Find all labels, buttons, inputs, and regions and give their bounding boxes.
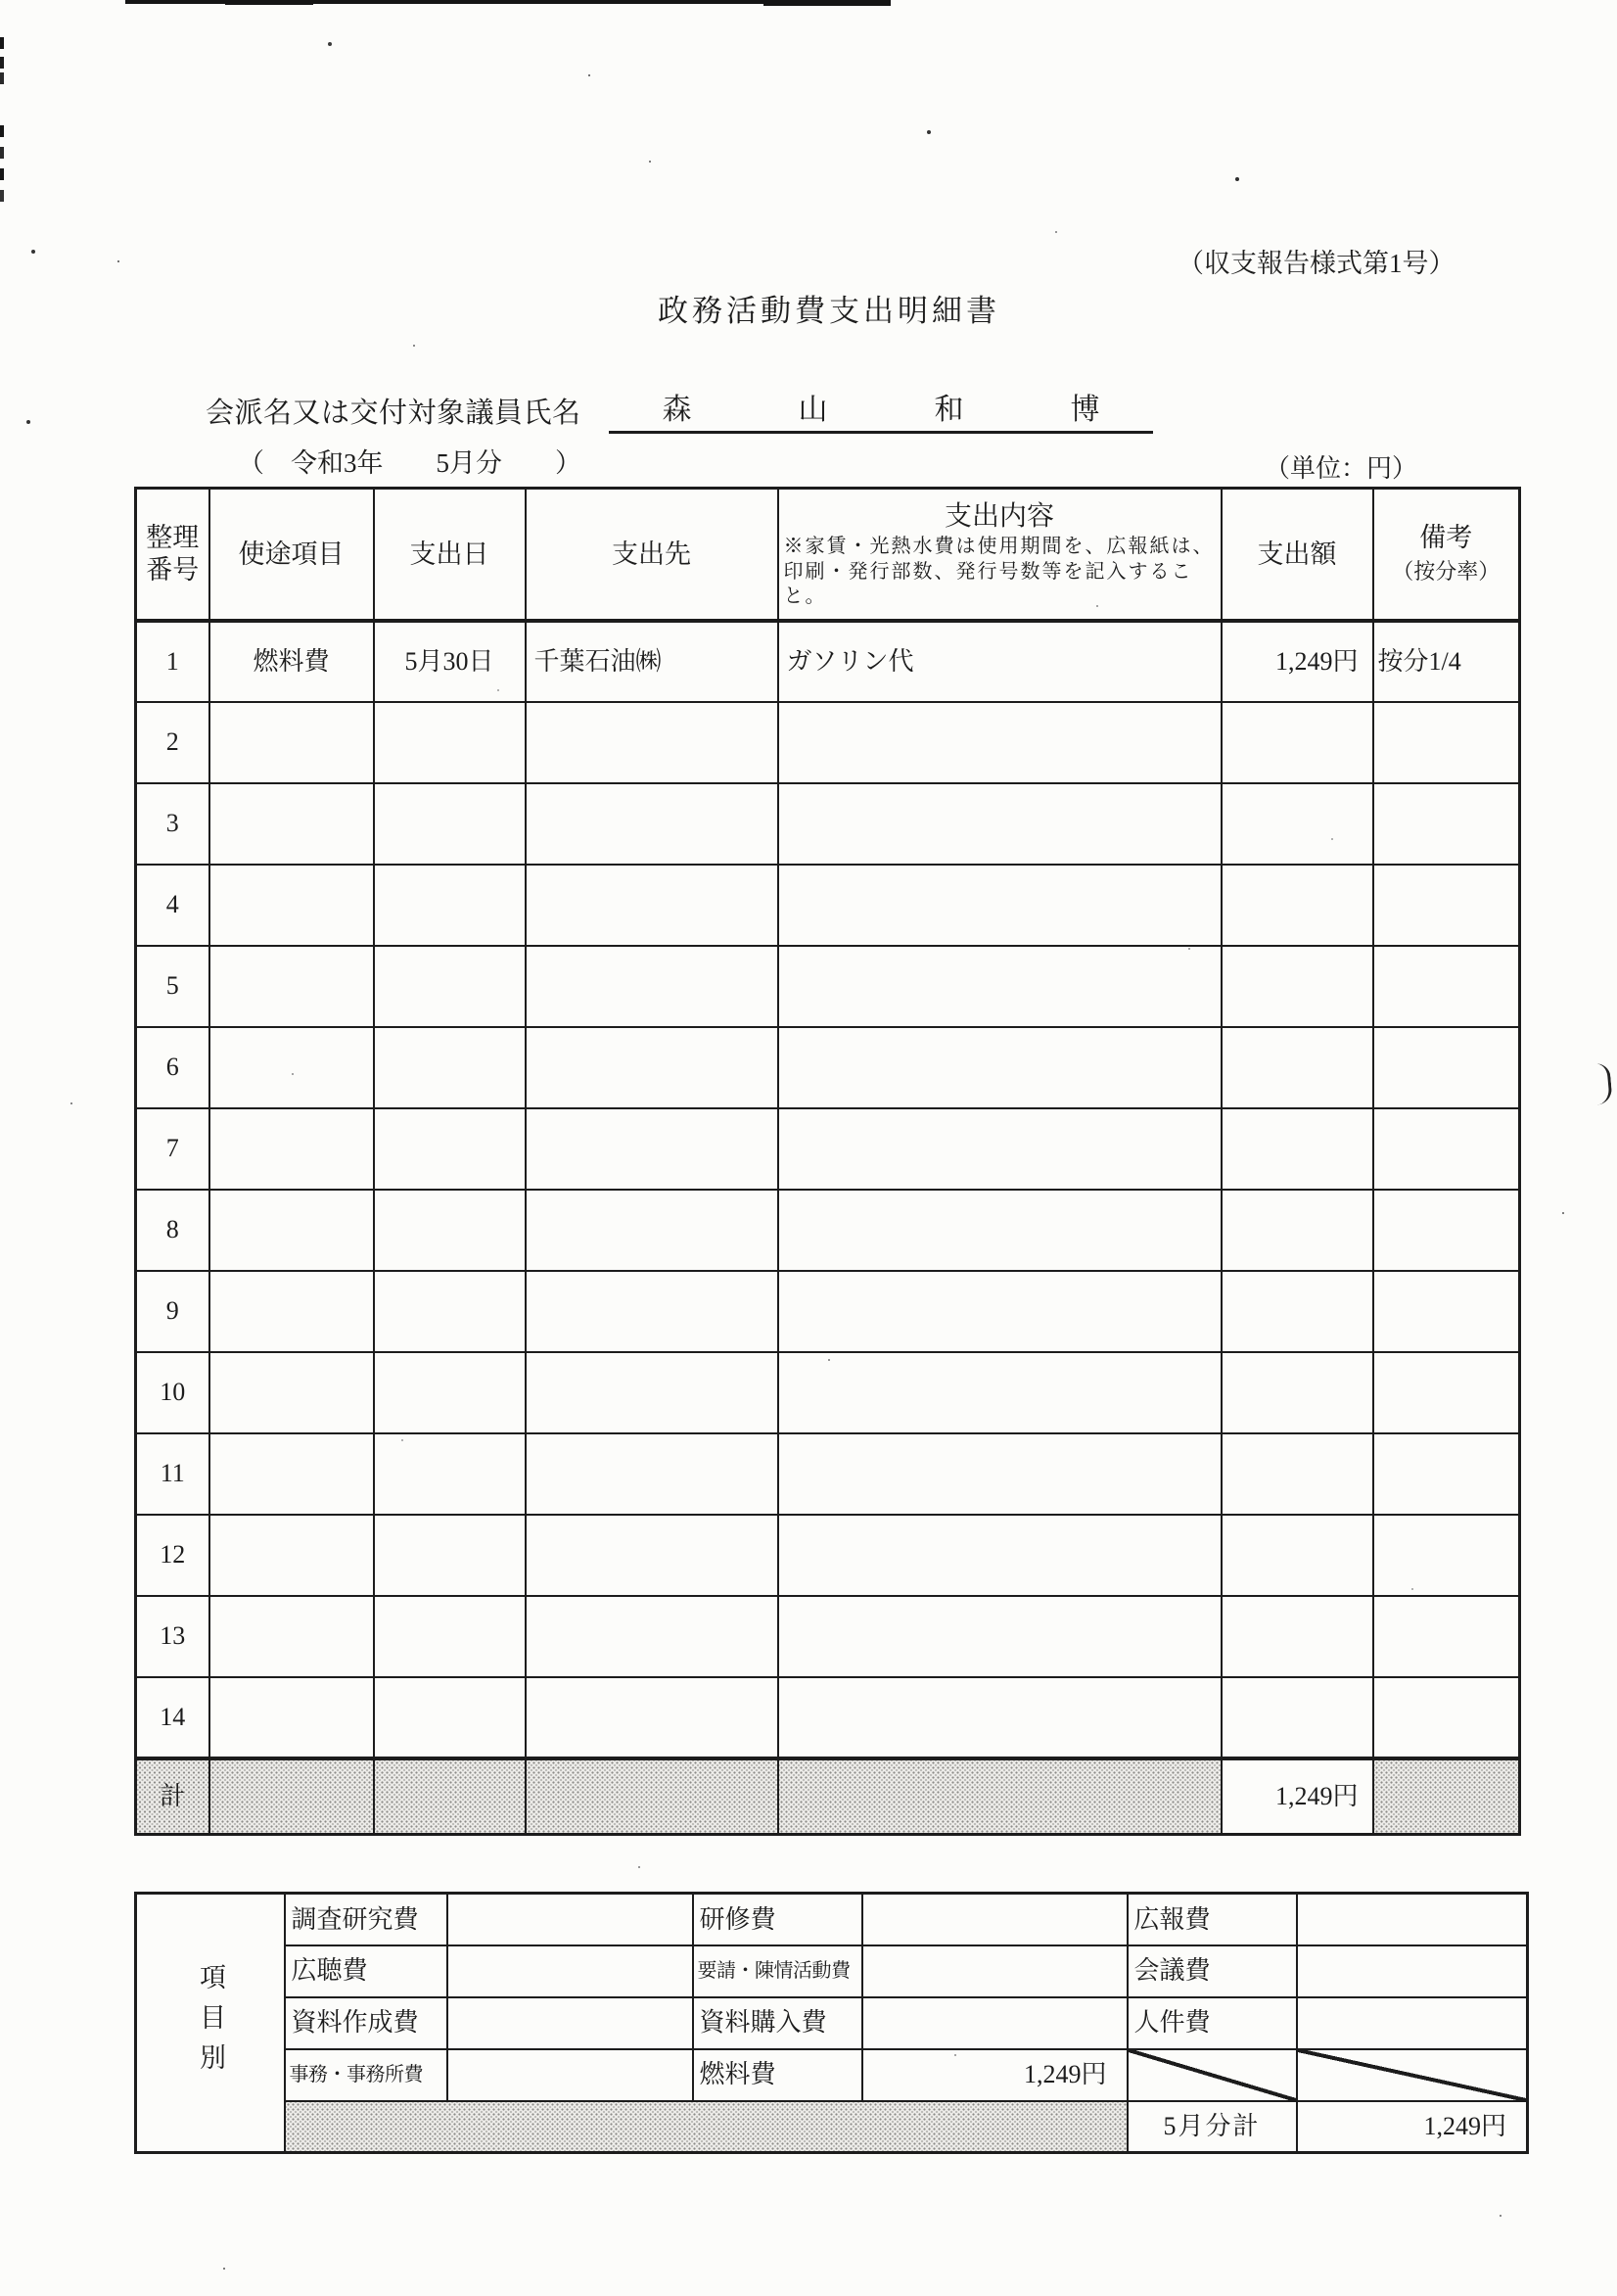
header-no-line2: 番号	[146, 554, 200, 585]
cell-no: 13	[136, 1596, 209, 1677]
cell-content	[778, 1515, 1222, 1596]
cell-payee	[526, 865, 778, 946]
total-amount: 1,249円	[1222, 1758, 1373, 1835]
cell-content	[778, 1596, 1222, 1677]
summary-category-value	[1297, 1945, 1528, 1997]
cell-remarks	[1373, 1515, 1520, 1596]
cell-amount	[1222, 946, 1373, 1027]
cell-content	[778, 865, 1222, 946]
scan-edge-artifact	[763, 0, 891, 6]
cell-payee	[526, 1677, 778, 1758]
cell-no: 9	[136, 1271, 209, 1352]
summary-category-value	[447, 1894, 693, 1945]
summary-category-label: 広報費	[1128, 1894, 1297, 1945]
cell-date	[374, 1515, 526, 1596]
cell-remarks	[1373, 1027, 1520, 1108]
cell-category	[209, 1352, 374, 1433]
cell-category: 燃料費	[209, 621, 374, 702]
total-shaded-cell	[526, 1758, 778, 1835]
expense-row	[136, 1677, 1520, 1758]
cell-no: 10	[136, 1352, 209, 1433]
cell-amount	[1222, 1027, 1373, 1108]
cell-amount	[1222, 1190, 1373, 1271]
summary-category-label: 会議費	[1128, 1945, 1297, 1997]
cell-no: 5	[136, 946, 209, 1027]
cell-category	[209, 783, 374, 865]
header-payee: 支出先	[526, 489, 778, 621]
unit-label: （単位：円）	[1265, 454, 1418, 483]
cell-category	[209, 1596, 374, 1677]
cell-remarks	[1373, 865, 1520, 946]
cell-payee	[526, 1108, 778, 1190]
expense-row	[136, 1108, 1520, 1190]
cell-no: 6	[136, 1027, 209, 1108]
cell-category	[209, 1677, 374, 1758]
cell-content	[778, 1271, 1222, 1352]
cell-no: 8	[136, 1190, 209, 1271]
total-shaded-cell	[209, 1758, 374, 1835]
cell-content	[778, 1027, 1222, 1108]
cell-date	[374, 865, 526, 946]
header-no	[136, 489, 209, 621]
summary-category-label: 事務・事務所費	[285, 2049, 447, 2101]
expense-table-header	[136, 489, 1520, 621]
summary-category-value	[1297, 1997, 1528, 2049]
cell-amount	[1222, 1515, 1373, 1596]
cell-category	[209, 946, 374, 1027]
expense-row	[136, 1271, 1520, 1352]
cell-content: ガソリン代	[778, 621, 1222, 702]
cell-content	[778, 1190, 1222, 1271]
header-content-title: 支出内容	[944, 500, 1054, 532]
summary-category-label: 研修費	[693, 1894, 862, 1945]
total-label: 計	[136, 1758, 209, 1835]
cell-category	[209, 1433, 374, 1515]
summary-category-label: 燃料費	[693, 2049, 862, 2101]
cell-remarks	[1373, 1433, 1520, 1515]
member-name-char: 山	[798, 394, 828, 426]
cell-amount: 1,249円	[1222, 621, 1373, 702]
header-content	[778, 489, 1222, 621]
total-shaded-cell	[778, 1758, 1222, 1835]
monthly-total-value: 1,249円	[1297, 2101, 1528, 2153]
cell-category	[209, 1515, 374, 1596]
cell-content	[778, 702, 1222, 783]
monthly-total-label: 5月分計	[1128, 2101, 1297, 2153]
cell-payee	[526, 783, 778, 865]
cell-no: 7	[136, 1108, 209, 1190]
page-title: 政務活動費支出明細書	[658, 294, 1000, 328]
cell-amount	[1222, 783, 1373, 865]
cell-no: 11	[136, 1433, 209, 1515]
scan-noise	[0, 0, 2, 2]
expense-row	[136, 1352, 1520, 1433]
expense-row	[136, 1027, 1520, 1108]
cell-content	[778, 1352, 1222, 1433]
expense-table	[134, 487, 1521, 1836]
header-remarks-line2: （按分率）	[1392, 558, 1501, 584]
cell-remarks: 按分1/4	[1373, 621, 1520, 702]
summary-category-value	[862, 1945, 1128, 1997]
summary-category-value	[862, 1997, 1128, 2049]
scan-scratch-mark	[1592, 1062, 1613, 1104]
expense-row	[136, 1515, 1520, 1596]
cell-amount	[1222, 1271, 1373, 1352]
cell-amount	[1222, 702, 1373, 783]
summary-category-label: 要請・陳情活動費	[693, 1945, 862, 1997]
cell-category	[209, 702, 374, 783]
scan-edge-artifact	[0, 37, 4, 49]
cell-no: 3	[136, 783, 209, 865]
cell-content	[778, 1433, 1222, 1515]
cell-no: 12	[136, 1515, 209, 1596]
cell-amount	[1222, 1596, 1373, 1677]
cell-payee	[526, 1271, 778, 1352]
cell-category	[209, 1271, 374, 1352]
cell-amount	[1222, 1433, 1373, 1515]
cell-content	[778, 946, 1222, 1027]
summary-row	[136, 1894, 1528, 1945]
cell-date	[374, 1027, 526, 1108]
summary-category-value	[447, 2049, 693, 2101]
expense-row	[136, 702, 1520, 783]
cell-no: 2	[136, 702, 209, 783]
summary-category-value	[447, 1997, 693, 2049]
cell-payee	[526, 1190, 778, 1271]
expense-rows	[136, 621, 1520, 1758]
cell-no: 1	[136, 621, 209, 702]
member-name-label: 会派名又は交付対象議員氏名	[206, 398, 581, 429]
cell-date	[374, 702, 526, 783]
cell-date	[374, 1108, 526, 1190]
expense-row	[136, 1190, 1520, 1271]
cell-remarks	[1373, 1352, 1520, 1433]
cell-date	[374, 1433, 526, 1515]
summary-category-value	[1297, 1894, 1528, 1945]
cell-remarks	[1373, 702, 1520, 783]
cell-payee	[526, 946, 778, 1027]
header-date: 支出日	[374, 489, 526, 621]
summary-total-shaded-cell	[285, 2101, 1128, 2153]
expense-row	[136, 865, 1520, 946]
cell-remarks	[1373, 946, 1520, 1027]
cell-remarks	[1373, 783, 1520, 865]
summary-category-label	[1128, 2049, 1297, 2101]
summary-row	[136, 1997, 1528, 2049]
cell-payee	[526, 1433, 778, 1515]
cell-no: 14	[136, 1677, 209, 1758]
cell-payee	[526, 1596, 778, 1677]
cell-category	[209, 1027, 374, 1108]
cell-payee	[526, 1027, 778, 1108]
cell-amount	[1222, 1677, 1373, 1758]
summary-category-value	[862, 1894, 1128, 1945]
cell-date	[374, 1352, 526, 1433]
header-amount: 支出額	[1222, 489, 1373, 621]
header-content-note: ※家賃・光熱水費は使用期間を、広報紙は、印刷・発行部数、発行号数等を記入すること。	[783, 536, 1215, 608]
member-name-char: 博	[1070, 394, 1100, 426]
cell-no: 4	[136, 865, 209, 946]
category-summary-table	[134, 1892, 1529, 2154]
cell-remarks	[1373, 1596, 1520, 1677]
total-shaded-cell	[1373, 1758, 1520, 1835]
cell-date: 5月30日	[374, 621, 526, 702]
header-remarks	[1373, 489, 1520, 621]
summary-category-value: 1,249円	[862, 2049, 1128, 2101]
scan-edge-artifact	[225, 0, 313, 5]
member-name-char: 森	[662, 394, 692, 426]
summary-rows	[136, 1894, 1528, 2153]
summary-category-label: 人件費	[1128, 1997, 1297, 2049]
form-number: （収支報告様式第1号）	[1178, 249, 1455, 278]
cell-date	[374, 946, 526, 1027]
cell-amount	[1222, 1108, 1373, 1190]
cell-content	[778, 1108, 1222, 1190]
summary-row	[136, 1945, 1528, 1997]
expense-row	[136, 783, 1520, 865]
header-no-line1: 整理	[146, 523, 200, 553]
expense-row	[136, 1433, 1520, 1515]
cell-remarks	[1373, 1108, 1520, 1190]
cell-date	[374, 783, 526, 865]
cell-payee	[526, 702, 778, 783]
total-shaded-cell	[374, 1758, 526, 1835]
member-name-char: 和	[934, 394, 964, 426]
summary-total-row	[136, 2101, 1528, 2153]
cell-amount	[1222, 1352, 1373, 1433]
cell-date	[374, 1190, 526, 1271]
expense-row	[136, 621, 1520, 702]
header-remarks-line1: 備考	[1419, 523, 1473, 553]
cell-category	[209, 1190, 374, 1271]
cell-amount	[1222, 865, 1373, 946]
cell-content	[778, 1677, 1222, 1758]
cell-date	[374, 1271, 526, 1352]
summary-category-label: 資料購入費	[693, 1997, 862, 2049]
cell-remarks	[1373, 1271, 1520, 1352]
summary-category-label: 広聴費	[285, 1945, 447, 1997]
expense-row	[136, 1596, 1520, 1677]
summary-category-value	[1297, 2049, 1528, 2101]
summary-side-label: 項目別	[136, 1894, 285, 2153]
cell-date	[374, 1596, 526, 1677]
cell-date	[374, 1677, 526, 1758]
cell-remarks	[1373, 1677, 1520, 1758]
cell-remarks	[1373, 1190, 1520, 1271]
cell-content	[778, 783, 1222, 865]
summary-category-value	[447, 1945, 693, 1997]
header-category: 使途項目	[209, 489, 374, 621]
summary-category-label: 調査研究費	[285, 1894, 447, 1945]
expense-row	[136, 946, 1520, 1027]
cell-category	[209, 865, 374, 946]
cell-payee: 千葉石油㈱	[526, 621, 778, 702]
period-label: （ 令和3年 5月分 ）	[238, 448, 581, 478]
summary-row	[136, 2049, 1528, 2101]
summary-category-label: 資料作成費	[285, 1997, 447, 2049]
cell-payee	[526, 1515, 778, 1596]
cell-category	[209, 1108, 374, 1190]
member-name-field	[609, 382, 1153, 434]
cell-payee	[526, 1352, 778, 1433]
total-row	[136, 1758, 1520, 1835]
